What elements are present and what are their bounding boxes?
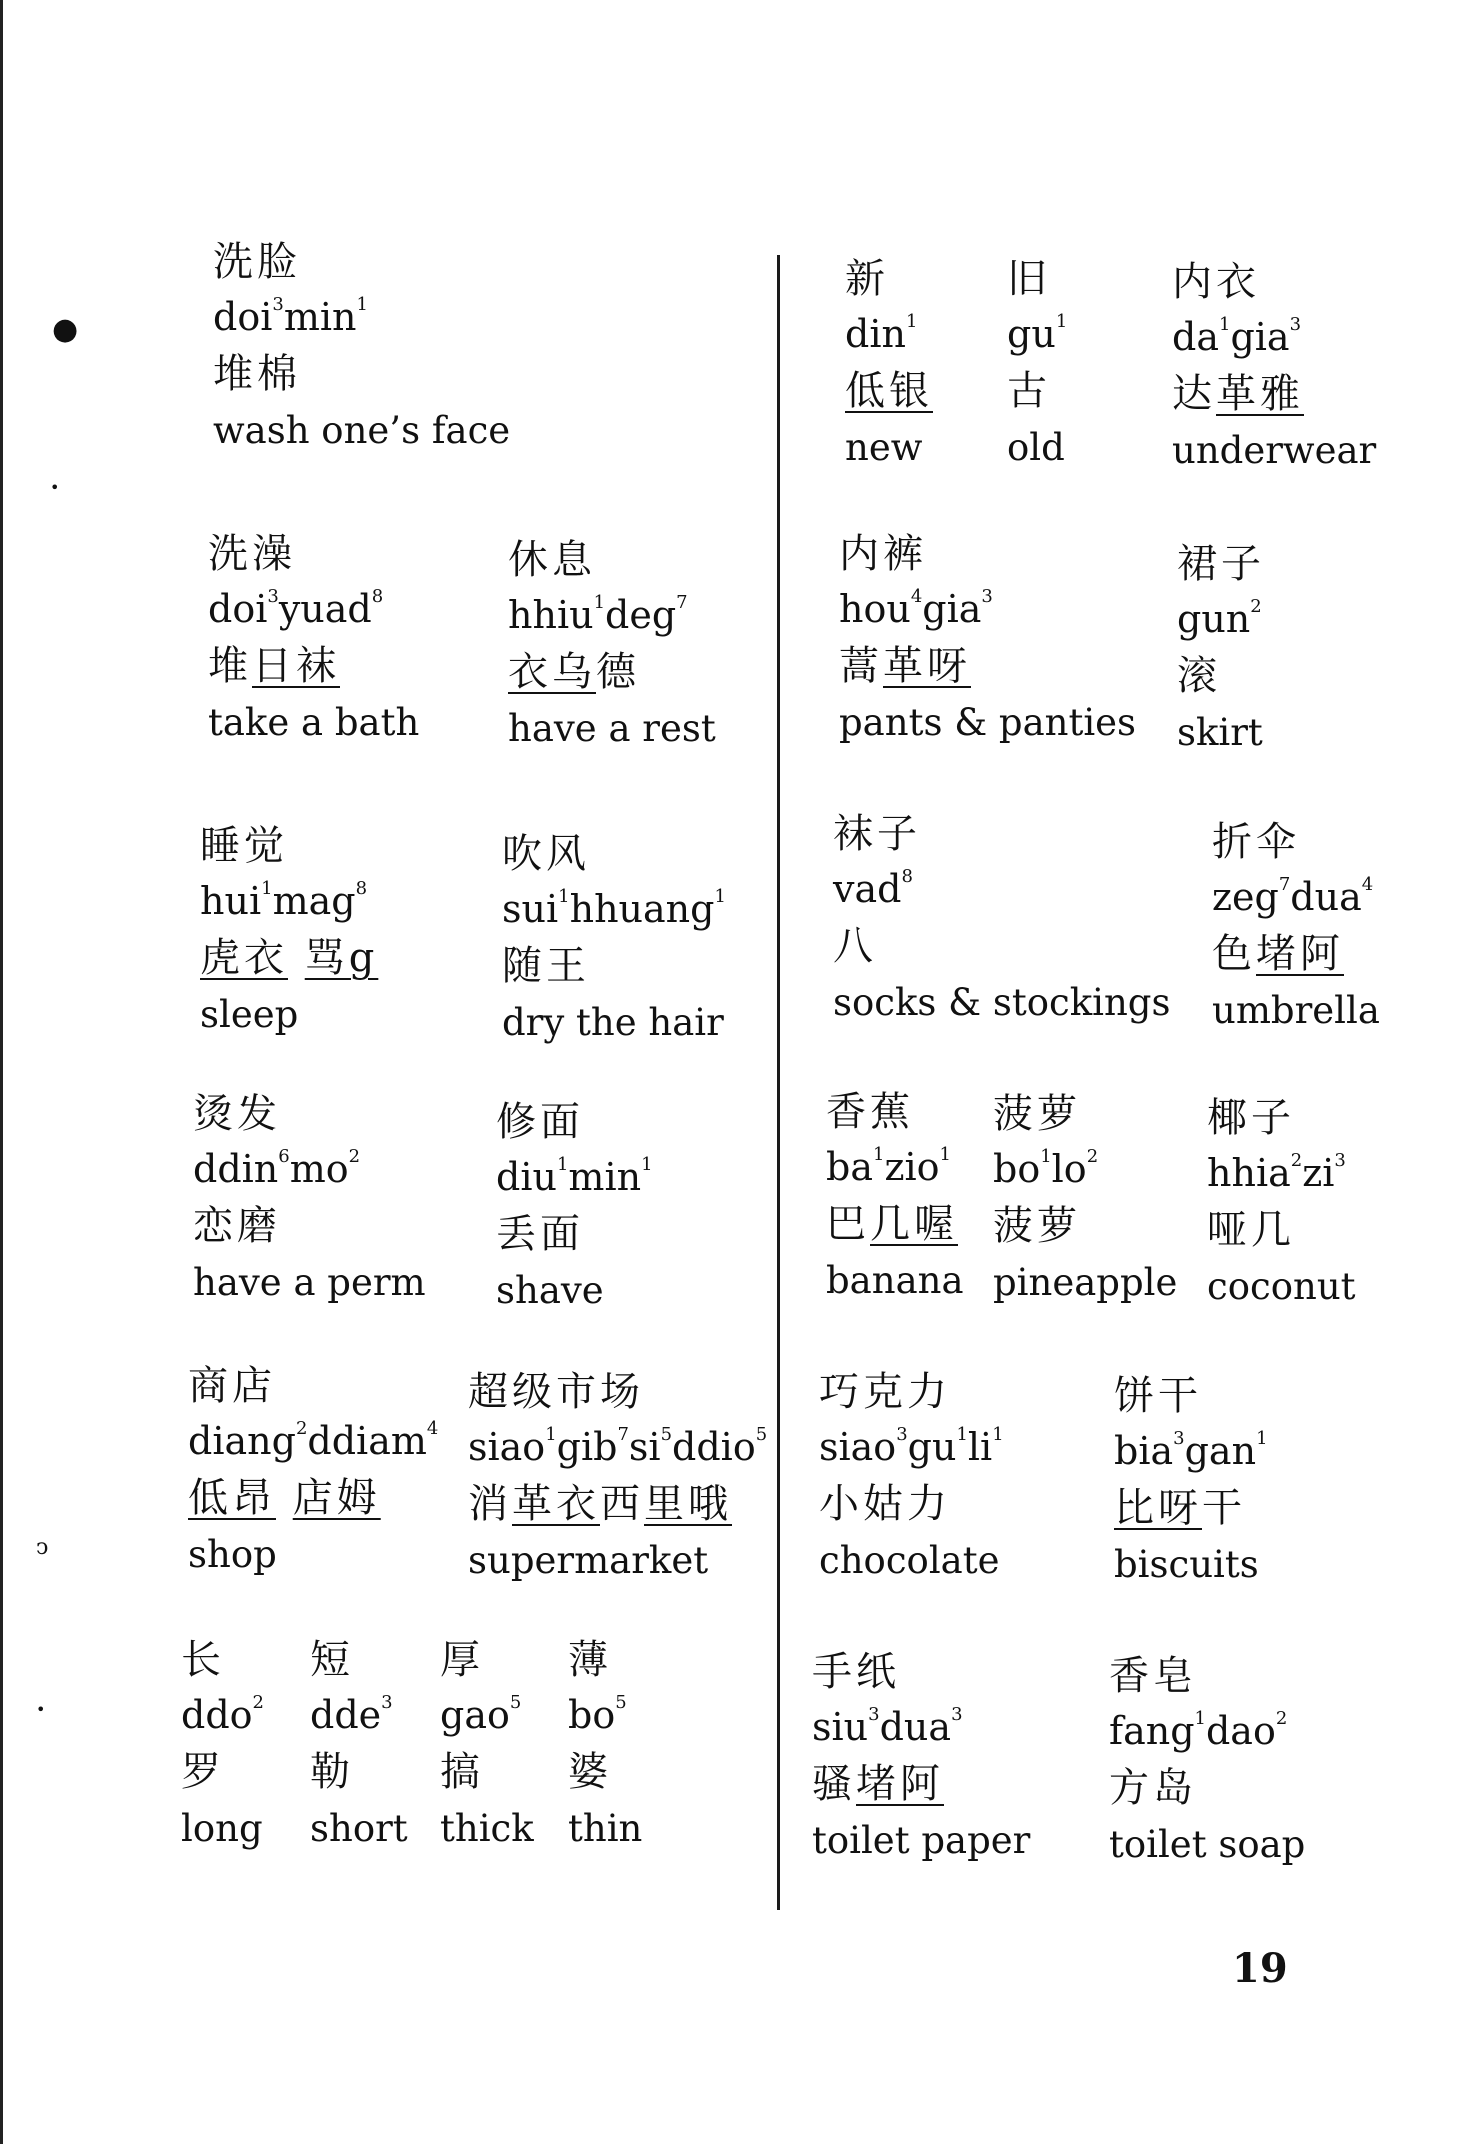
english-gloss: biscuits bbox=[1114, 1543, 1259, 1586]
syllable: vad bbox=[833, 867, 902, 911]
syllable: da bbox=[1172, 315, 1219, 359]
syllable: siao bbox=[468, 1425, 546, 1469]
tone-number: 2 bbox=[1250, 596, 1262, 617]
vocab-entry bbox=[1207, 1094, 1356, 1310]
chinese-term: 睡觉 bbox=[200, 823, 288, 869]
phonetic-transcription bbox=[208, 642, 419, 700]
vocab-entry bbox=[200, 822, 378, 1038]
phonetic-transcription bbox=[993, 1202, 1177, 1260]
underlined-segment: 革衣 bbox=[512, 1481, 600, 1527]
syllable: dua bbox=[879, 1705, 952, 1749]
english-gloss: socks & stockings bbox=[833, 981, 1171, 1024]
phonetic-transcription bbox=[213, 350, 510, 408]
romanization bbox=[839, 586, 1136, 642]
vocab-entry bbox=[826, 1088, 964, 1304]
transcription-segment: 消 bbox=[468, 1481, 512, 1527]
transcription-segment: 西 bbox=[600, 1481, 644, 1527]
tone-number: 1 bbox=[556, 1154, 569, 1175]
tone-number: 1 bbox=[905, 311, 918, 332]
chinese-term: 修面 bbox=[496, 1099, 584, 1145]
syllable: gao bbox=[440, 1693, 510, 1737]
vocab-entry bbox=[833, 810, 1170, 1026]
tone-number: 7 bbox=[676, 592, 688, 613]
tone-number: 3 bbox=[896, 1424, 908, 1445]
tone-number: 1 bbox=[992, 1424, 1004, 1445]
syllable: ddiam bbox=[307, 1419, 427, 1463]
vocab-entry bbox=[819, 1368, 1004, 1584]
tone-number: 4 bbox=[1361, 874, 1374, 895]
phonetic-transcription bbox=[1114, 1484, 1268, 1542]
phonetic-transcription bbox=[1177, 652, 1265, 710]
phonetic-transcription bbox=[200, 934, 378, 992]
english-gloss: underwear bbox=[1172, 429, 1377, 472]
english-gloss: toilet paper bbox=[812, 1819, 1031, 1862]
tone-number: 5 bbox=[615, 1692, 627, 1713]
vocab-entry bbox=[993, 1090, 1177, 1306]
vocab-entry bbox=[188, 1362, 438, 1578]
vocab-entry bbox=[213, 238, 510, 454]
page-number: 19 bbox=[1232, 1945, 1288, 1992]
english-gloss: old bbox=[1007, 426, 1065, 469]
syllable: doi bbox=[213, 295, 273, 339]
underlined-segment: 堵阿 bbox=[856, 1761, 944, 1807]
syllable: gib bbox=[556, 1425, 618, 1469]
vocab-entry bbox=[181, 1636, 264, 1852]
transcription-segment: 小姑力 bbox=[819, 1481, 951, 1527]
syllable: mag bbox=[272, 879, 356, 923]
tone-number: 3 bbox=[1334, 1150, 1346, 1171]
syllable: ddin bbox=[193, 1147, 279, 1191]
tone-number: 1 bbox=[956, 1424, 968, 1445]
english-gloss: shop bbox=[188, 1533, 277, 1576]
chinese-term: 烫发 bbox=[193, 1091, 281, 1137]
chinese-term: 薄 bbox=[568, 1637, 612, 1683]
syllable: diu bbox=[496, 1155, 557, 1199]
tone-number: 1 bbox=[641, 1154, 653, 1175]
romanization bbox=[833, 866, 1170, 922]
underlined-segment: 店姆 bbox=[292, 1475, 381, 1521]
syllable: zi bbox=[1302, 1151, 1335, 1195]
vocab-entry bbox=[1212, 818, 1380, 1034]
tone-number: 7 bbox=[1278, 874, 1291, 895]
english-gloss: banana bbox=[826, 1259, 964, 1302]
transcription-segment: 八 bbox=[833, 923, 877, 969]
vocab-entry bbox=[1109, 1652, 1305, 1868]
transcription-segment: 婆 bbox=[568, 1749, 612, 1795]
vocab-entry bbox=[502, 830, 726, 1046]
tone-number: 3 bbox=[272, 294, 284, 315]
romanization bbox=[200, 878, 378, 934]
syllable: hui bbox=[200, 879, 262, 923]
english-gloss: supermarket bbox=[468, 1539, 709, 1582]
transcription-segment: 蒿 bbox=[839, 643, 883, 689]
phonetic-transcription bbox=[502, 942, 726, 1000]
romanization bbox=[213, 294, 510, 350]
vocab-entry bbox=[839, 530, 1136, 746]
chinese-term: 吹风 bbox=[502, 831, 590, 877]
tone-number: 3 bbox=[981, 586, 993, 607]
romanization bbox=[440, 1692, 534, 1748]
syllable: gun bbox=[1177, 597, 1251, 641]
syllable: bia bbox=[1114, 1429, 1174, 1473]
syllable: li bbox=[967, 1425, 993, 1469]
vocab-entry bbox=[193, 1090, 426, 1306]
tone-number: 3 bbox=[951, 1704, 963, 1725]
romanization bbox=[819, 1424, 1004, 1480]
english-gloss: new bbox=[845, 426, 923, 469]
underlined-segment: 里哦 bbox=[644, 1481, 732, 1527]
chinese-term: 巧克力 bbox=[819, 1369, 951, 1415]
transcription-segment: 丢面 bbox=[496, 1211, 584, 1257]
tone-number: 3 bbox=[1173, 1428, 1185, 1449]
tone-number: 8 bbox=[901, 866, 913, 887]
chinese-term: 短 bbox=[310, 1637, 354, 1683]
transcription-segment: 哑几 bbox=[1207, 1207, 1295, 1253]
vocab-entry bbox=[1114, 1372, 1268, 1588]
english-gloss: chocolate bbox=[819, 1539, 1000, 1582]
syllable: gu bbox=[1007, 312, 1056, 356]
underlined-segment: 衣乌 bbox=[508, 649, 596, 695]
phonetic-transcription bbox=[496, 1210, 653, 1268]
chinese-term: 袜子 bbox=[833, 811, 921, 857]
tone-number: 1 bbox=[545, 1424, 557, 1445]
transcription-segment bbox=[288, 935, 305, 981]
romanization bbox=[1172, 314, 1376, 370]
tone-number: 2 bbox=[348, 1146, 361, 1167]
transcription-segment: 菠萝 bbox=[993, 1203, 1081, 1249]
chinese-term: 内裤 bbox=[839, 531, 927, 577]
chinese-term: 香皂 bbox=[1109, 1653, 1197, 1699]
romanization bbox=[310, 1692, 408, 1748]
syllable: sui bbox=[502, 887, 559, 931]
vocab-entry bbox=[1007, 255, 1067, 471]
tone-number: 1 bbox=[872, 1144, 885, 1165]
underlined-segment: 革呀 bbox=[883, 643, 971, 689]
tone-number: 1 bbox=[939, 1144, 951, 1165]
tone-number: 8 bbox=[355, 878, 368, 899]
phonetic-transcription bbox=[839, 642, 1136, 700]
english-gloss: short bbox=[310, 1807, 408, 1850]
tone-number: 3 bbox=[868, 1704, 880, 1725]
transcription-segment: 滚 bbox=[1177, 653, 1221, 699]
romanization bbox=[208, 586, 419, 642]
underlined-segment: 日袜 bbox=[252, 643, 340, 689]
romanization bbox=[826, 1144, 964, 1200]
chinese-term: 商店 bbox=[188, 1363, 276, 1409]
romanization bbox=[568, 1692, 642, 1748]
tone-number: 1 bbox=[1194, 1708, 1206, 1729]
syllable: gia bbox=[922, 587, 982, 631]
syllable: din bbox=[845, 312, 906, 356]
phonetic-transcription bbox=[188, 1474, 438, 1532]
tone-number: 4 bbox=[910, 586, 923, 607]
romanization bbox=[812, 1704, 1030, 1760]
transcription-segment: 古 bbox=[1007, 368, 1051, 414]
vocab-entry bbox=[568, 1636, 642, 1852]
vocab-entry bbox=[440, 1636, 534, 1852]
romanization bbox=[1007, 311, 1067, 367]
syllable: si bbox=[628, 1425, 661, 1469]
syllable: bo bbox=[568, 1693, 616, 1737]
phonetic-transcription bbox=[193, 1202, 426, 1260]
margin-mark: • bbox=[50, 478, 60, 497]
romanization bbox=[993, 1146, 1177, 1202]
chinese-term: 裙子 bbox=[1177, 541, 1265, 587]
vocab-entry bbox=[845, 255, 933, 471]
underlined-segment: 骂g bbox=[304, 935, 379, 981]
syllable: min bbox=[283, 295, 357, 339]
english-gloss: toilet soap bbox=[1109, 1823, 1306, 1866]
tone-number: 1 bbox=[1040, 1146, 1052, 1167]
chinese-term: 折伞 bbox=[1212, 819, 1300, 865]
english-gloss: wash one’s face bbox=[213, 409, 511, 452]
chinese-term: 菠萝 bbox=[993, 1091, 1081, 1137]
english-gloss: shave bbox=[496, 1269, 604, 1312]
underlined-segment: 低昂 bbox=[188, 1475, 276, 1521]
phonetic-transcription bbox=[1109, 1764, 1305, 1822]
vocab-entry bbox=[310, 1636, 408, 1852]
tone-number: 3 bbox=[267, 586, 279, 607]
transcription-segment: 勒 bbox=[310, 1749, 354, 1795]
phonetic-transcription bbox=[468, 1480, 767, 1538]
tone-number: 2 bbox=[295, 1418, 308, 1439]
chinese-term: 长 bbox=[181, 1637, 225, 1683]
chinese-term: 饼干 bbox=[1114, 1373, 1202, 1419]
tone-number: 1 bbox=[558, 886, 570, 907]
vocab-entry bbox=[468, 1368, 767, 1584]
romanization bbox=[496, 1154, 653, 1210]
column-divider bbox=[777, 255, 780, 1910]
phonetic-transcription bbox=[1007, 367, 1067, 425]
tone-number: 2 bbox=[1290, 1150, 1303, 1171]
phonetic-transcription bbox=[826, 1200, 964, 1258]
underlined-segment: 几喔 bbox=[870, 1201, 958, 1247]
chinese-term: 超级市场 bbox=[468, 1369, 644, 1415]
syllable: hhiu bbox=[508, 593, 594, 637]
tone-number: 1 bbox=[1256, 1428, 1268, 1449]
tone-number: 1 bbox=[356, 294, 368, 315]
english-gloss: dry the hair bbox=[502, 1001, 724, 1044]
tone-number: 3 bbox=[381, 1692, 393, 1713]
romanization bbox=[188, 1418, 438, 1474]
phonetic-transcription bbox=[1207, 1206, 1356, 1264]
tone-number: 5 bbox=[509, 1692, 522, 1713]
syllable: ddo bbox=[181, 1693, 253, 1737]
vocab-entry bbox=[1172, 258, 1376, 474]
syllable: bo bbox=[993, 1147, 1041, 1191]
syllable: deg bbox=[605, 593, 677, 637]
english-gloss: long bbox=[181, 1807, 263, 1850]
chinese-term: 椰子 bbox=[1207, 1095, 1295, 1141]
transcription-segment: 巴 bbox=[826, 1201, 870, 1247]
tone-number: 5 bbox=[755, 1424, 768, 1445]
vocab-entry bbox=[812, 1648, 1030, 1864]
phonetic-transcription bbox=[508, 648, 716, 706]
chinese-term: 厚 bbox=[440, 1637, 484, 1683]
english-gloss: thin bbox=[568, 1807, 643, 1850]
transcription-segment: 搞 bbox=[440, 1749, 484, 1795]
english-gloss: pants & panties bbox=[839, 701, 1137, 744]
romanization bbox=[193, 1146, 426, 1202]
phonetic-transcription bbox=[181, 1748, 264, 1806]
syllable: hou bbox=[839, 587, 911, 631]
underlined-segment: 虎衣 bbox=[200, 935, 288, 981]
phonetic-transcription bbox=[819, 1480, 1004, 1538]
chinese-term: 新 bbox=[845, 256, 889, 302]
tone-number: 1 bbox=[261, 878, 273, 899]
english-gloss: coconut bbox=[1207, 1265, 1356, 1308]
vocab-entry bbox=[208, 530, 419, 746]
transcription-segment: 骚 bbox=[812, 1761, 856, 1807]
transcription-segment: 堆棉 bbox=[213, 351, 301, 397]
syllable: fang bbox=[1109, 1709, 1195, 1753]
syllable: zeg bbox=[1212, 875, 1279, 919]
chinese-term: 手纸 bbox=[812, 1649, 900, 1695]
syllable: dde bbox=[310, 1693, 382, 1737]
margin-mark: • bbox=[36, 1700, 46, 1719]
romanization bbox=[468, 1424, 767, 1480]
romanization bbox=[1207, 1150, 1356, 1206]
english-gloss: pineapple bbox=[993, 1261, 1178, 1304]
syllable: zio bbox=[884, 1145, 940, 1189]
transcription-segment: 方岛 bbox=[1109, 1765, 1197, 1811]
tone-number: 1 bbox=[1218, 314, 1231, 335]
tone-number: 5 bbox=[660, 1424, 673, 1445]
syllable: siao bbox=[819, 1425, 897, 1469]
chinese-term: 洗脸 bbox=[213, 239, 301, 285]
romanization bbox=[1114, 1428, 1268, 1484]
tone-number: 1 bbox=[1055, 311, 1068, 332]
tone-number: 7 bbox=[617, 1424, 629, 1445]
english-gloss: sleep bbox=[200, 993, 299, 1036]
syllable: min bbox=[568, 1155, 642, 1199]
syllable: ba bbox=[826, 1145, 873, 1189]
syllable: doi bbox=[208, 587, 268, 631]
phonetic-transcription bbox=[1172, 370, 1376, 428]
transcription-segment: 随王 bbox=[502, 943, 590, 989]
tone-number: 4 bbox=[426, 1418, 439, 1439]
syllable: gu bbox=[907, 1425, 957, 1469]
phonetic-transcription bbox=[1212, 930, 1380, 988]
page-edge-line bbox=[0, 0, 3, 2144]
transcription-segment: 罗 bbox=[181, 1749, 225, 1795]
tone-number: 6 bbox=[278, 1146, 290, 1167]
underlined-segment: 低银 bbox=[845, 368, 933, 414]
syllable: dua bbox=[1290, 875, 1362, 919]
vocab-entry bbox=[508, 536, 716, 752]
syllable: lo bbox=[1051, 1147, 1087, 1191]
chinese-term: 洗澡 bbox=[208, 531, 296, 577]
english-gloss: umbrella bbox=[1212, 989, 1380, 1032]
syllable: hhuang bbox=[569, 887, 715, 931]
romanization bbox=[1109, 1708, 1305, 1764]
tone-number: 2 bbox=[1086, 1146, 1099, 1167]
phonetic-transcription bbox=[310, 1748, 408, 1806]
phonetic-transcription bbox=[833, 922, 1170, 980]
underlined-segment: 革雅 bbox=[1216, 371, 1304, 417]
chinese-term: 休息 bbox=[508, 537, 596, 583]
phonetic-transcription bbox=[812, 1760, 1030, 1818]
romanization bbox=[502, 886, 726, 942]
transcription-segment bbox=[276, 1475, 293, 1521]
margin-mark: ● bbox=[52, 312, 79, 347]
syllable: yuad bbox=[278, 587, 372, 631]
english-gloss: have a perm bbox=[193, 1261, 426, 1304]
english-gloss: thick bbox=[440, 1807, 534, 1850]
transcription-segment: 堆 bbox=[208, 643, 252, 689]
english-gloss: have a rest bbox=[508, 707, 716, 750]
syllable: siu bbox=[812, 1705, 869, 1749]
romanization bbox=[845, 311, 933, 367]
tone-number: 2 bbox=[252, 1692, 264, 1713]
transcription-segment: 干 bbox=[1202, 1485, 1246, 1531]
underlined-segment: 堵阿 bbox=[1256, 931, 1344, 977]
romanization bbox=[508, 592, 716, 648]
romanization bbox=[1177, 596, 1265, 652]
tone-number: 2 bbox=[1275, 1708, 1288, 1729]
syllable: gia bbox=[1230, 315, 1290, 359]
chinese-term: 旧 bbox=[1007, 256, 1051, 302]
phonetic-transcription bbox=[845, 367, 933, 425]
syllable: ddio bbox=[672, 1425, 756, 1469]
phonetic-transcription bbox=[568, 1748, 642, 1806]
syllable: gan bbox=[1184, 1429, 1257, 1473]
vocab-entry bbox=[496, 1098, 653, 1314]
chinese-term: 内衣 bbox=[1172, 259, 1260, 305]
underlined-segment: 比呀 bbox=[1114, 1485, 1202, 1531]
syllable: hhia bbox=[1207, 1151, 1291, 1195]
vocab-entry bbox=[1177, 540, 1265, 756]
tone-number: 3 bbox=[1289, 314, 1302, 335]
phonetic-transcription bbox=[440, 1748, 534, 1806]
transcription-segment: 达 bbox=[1172, 371, 1216, 417]
transcription-segment: 色 bbox=[1212, 931, 1256, 977]
syllable: dao bbox=[1205, 1709, 1276, 1753]
syllable: diang bbox=[188, 1419, 296, 1463]
margin-mark: ↄ bbox=[36, 1535, 49, 1560]
tone-number: 8 bbox=[371, 586, 384, 607]
english-gloss: skirt bbox=[1177, 711, 1263, 754]
tone-number: 1 bbox=[593, 592, 606, 613]
chinese-term: 香蕉 bbox=[826, 1089, 914, 1135]
tone-number: 1 bbox=[714, 886, 726, 907]
english-gloss: take a bath bbox=[208, 701, 420, 744]
transcription-segment: 恋磨 bbox=[193, 1203, 281, 1249]
syllable: mo bbox=[289, 1147, 349, 1191]
romanization bbox=[181, 1692, 264, 1748]
transcription-segment: 德 bbox=[596, 649, 640, 695]
romanization bbox=[1212, 874, 1380, 930]
